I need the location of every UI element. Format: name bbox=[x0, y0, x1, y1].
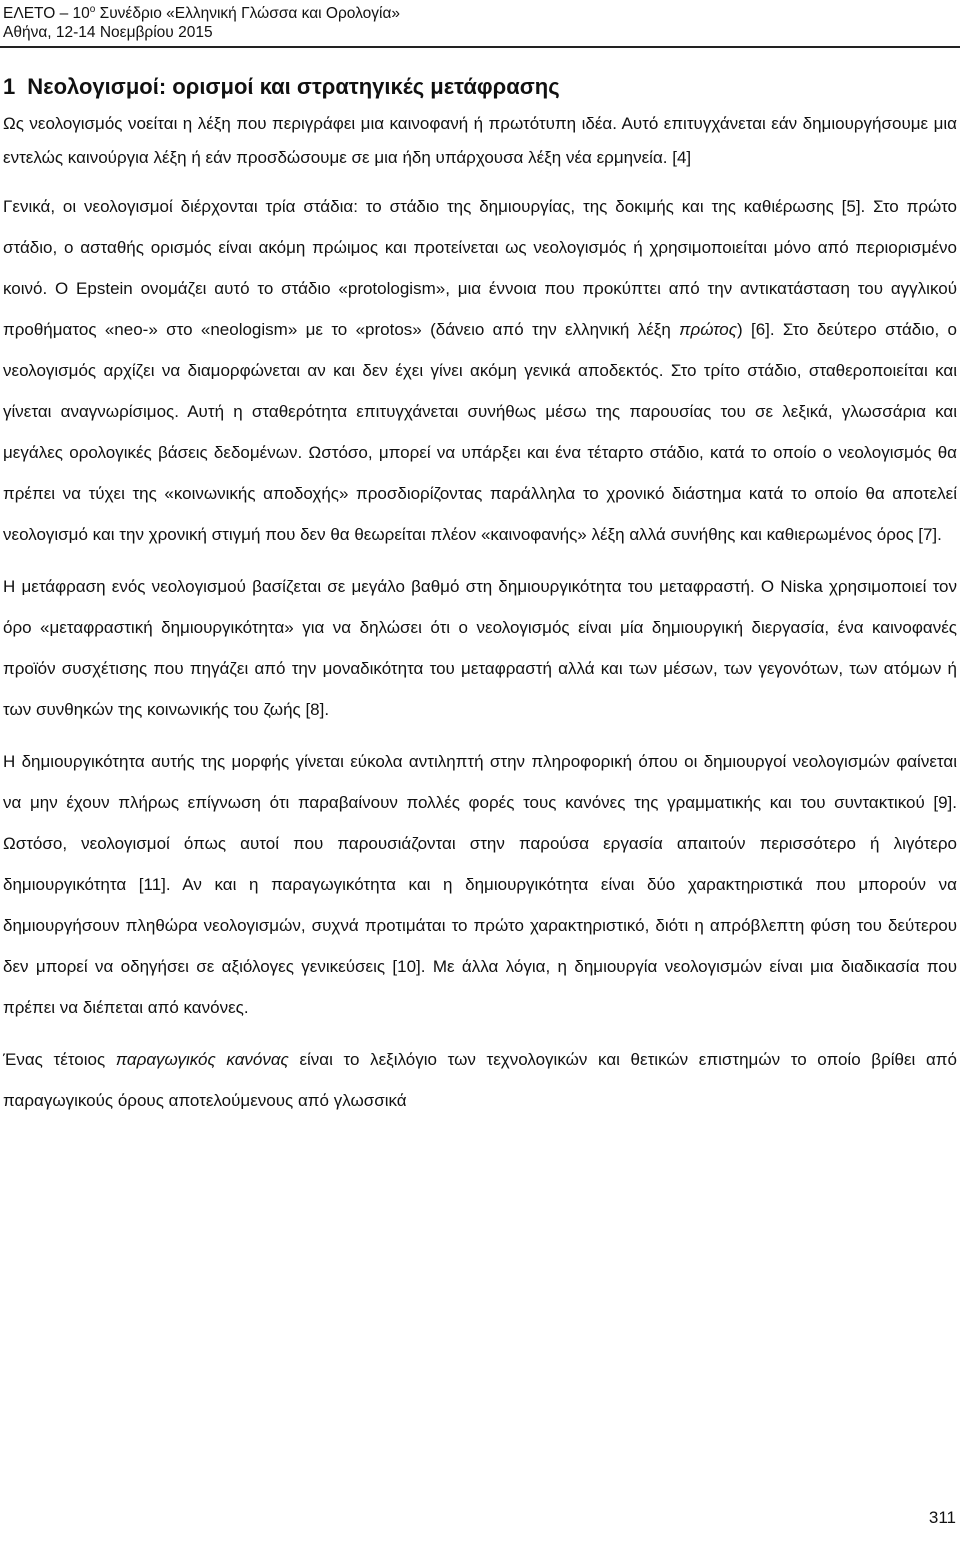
header-divider bbox=[0, 46, 960, 48]
emphasis-protos: πρώτος bbox=[679, 320, 737, 339]
paragraph-3: Η μετάφραση ενός νεολογισμού βασίζεται σε μεγάλο βαθμό στη δημιουργικότητα του μεταφραστή. Ο Niska χρησιμοποιεί τον όρο «μεταφραστική δημιουργικότητα» για να δηλώσει ότι ο νεολογισμός είναι μία δημιουργική διεργασία, ένα καινοφανές προϊόν συσχέτισης που πηγάζει από την μοναδικότητα του μεταφραστή αλλά και των μέσων, των γεγονότων, των ατόμων ή των συνθηκών της κοινωνικής του ζωής [8]. bbox=[3, 577, 957, 719]
page-number: 311 bbox=[928, 1508, 956, 1527]
section-heading bbox=[3, 70, 957, 104]
paragraph-1: Ως νεολογισμός νοείται η λέξη που περιγράφει μια καινοφανή ή πρωτότυπη ιδέα. Αυτό επιτυγχάνεται εάν δημιουργήσουμε μια εντελώς καινούργια λέξη ή εάν προσδώσουμε σε μια ήδη υπάρχουσα λέξη νέα ερμηνεία. [4] bbox=[3, 114, 957, 167]
running-header bbox=[3, 4, 400, 42]
paragraph-2: Γενικά, οι νεολογισμοί διέρχονται τρία στάδια: το στάδιο της δημιουργίας, της δοκιμής και της καθιέρωσης [5]. Στο πρώτο στάδιο, ο ασταθής ορισμός είναι ακόμη πρώιμος και προτείνεται ως νεολογισμός ή χρησιμοποιείται μόνο από περιορισμένο κοινό. Ο Epstein ονομάζει αυτό το στάδιο «protologism», μια έννοια που προκύπτει από την αντικατάσταση του αγγλικού προθήματος «neo-» στο «neologism» με το «protos» (δάνειο από την ελληνική λέξη πρώτος) [6]. Στο δεύτερο στάδιο, ο νεολογισμός αρχίζει να διαμορφώνεται αν και δεν έχει γίνει ακόμη γενικά αποδεκτός. Στο τρίτο στάδιο, σταθεροποιείται και γίνεται αναγνωρίσιμος. Αυτή η σταθερότητα επιτυγχάνεται συνήθως μέσω της παρουσίας του σε λεξικά, γλωσσάρια και μεγάλες ορολογικές βάσεις δεδομένων. Ωστόσο, μπορεί να υπάρξει και ένα τέταρτο στάδιο, κατά το οποίο ο νεολογισμός θα πρέπει να τύχει της «κοινωνικής αποδοχής» προσδιορίζοντας παράλληλα το χρονικό διάστημα κατά το οποίο θα αποτελεί νεολογισμό και την χρονική στιγμή που δεν θα θεωρείται πλέον «καινοφανής» λέξη αλλά συνήθης και καθιερωμένος όρος [7]. bbox=[3, 197, 957, 544]
conference-title: ΕΛΕΤΟ – $10^o$ Συνέδριο «Ελληνική Γλώσσα και Ορολογία» bbox=[3, 3, 401, 22]
section-title: Νεολογισμοί: ορισμοί και στρατηγικές μετάφρασης bbox=[27, 74, 560, 99]
page-body bbox=[3, 70, 957, 1132]
section-number: 1 bbox=[3, 74, 16, 99]
paragraph-5: Ένας τέτοιος παραγωγικός κανόνας είναι το λεξιλόγιο των τεχνολογικών και θετικών επιστημών το οποίο βρίθει από παραγωγικούς όρους αποτελούμενους από γλωσσικά bbox=[3, 1050, 957, 1110]
conference-date-location: Αθήνα, 12-14 Νοεμβρίου 2015 bbox=[3, 24, 213, 41]
paragraph-4: Η δημιουργικότητα αυτής της μορφής γίνεται εύκολα αντιληπτή στην πληροφορική όπου οι δημιουργοί νεολογισμών φαίνεται να μην έχουν πλήρως επίγνωση ότι παραβαίνουν πολλές φορές τους κανόνες της γραμματικής και του συντακτικού [9]. Ωστόσο, νεολογισμοί όπως αυτοί που παρουσιάζονται στην παρούσα εργασία απαιτούν περισσότερο ή λιγότερο δημιουργικότητα [11]. Αν και η παραγωγικότητα και η δημιουργικότητα είναι δύο χαρακτηριστικά που μπορούν να δημιουργήσουν πληθώρα νεολογισμών, συχνά προτιμάται το πρώτο χαρακτηριστικό, διότι η απρόβλεπτη φύση του δεύτερου δεν μπορεί να οδηγήσει σε αξιόλογες γενικεύσεις [10]. Με άλλα λόγια, η δημιουργία νεολογισμών είναι μια διαδικασία που πρέπει να διέπεται από κανόνες. bbox=[3, 752, 957, 1017]
emphasis-productive-rule: παραγωγικός κανόνας bbox=[115, 1050, 289, 1069]
